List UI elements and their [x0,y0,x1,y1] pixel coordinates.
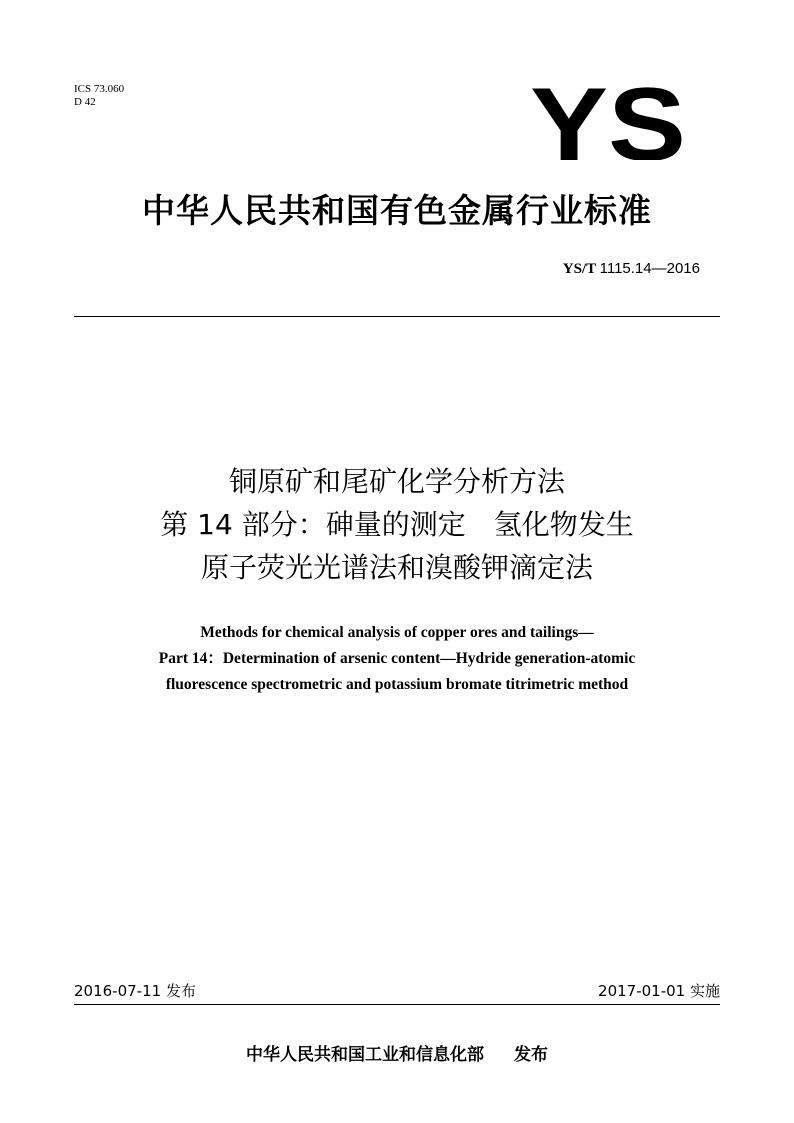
chinese-title-line: 铜原矿和尾矿化学分析方法 [228,465,565,498]
ccs-code: D 42 [74,96,96,108]
standard-code: 1115.14—2016 [599,260,700,277]
publisher-name: 中华人民共和国工业和信息化部 [246,1045,484,1065]
english-title [0,620,794,698]
issue-date: 2016-07-11 发布 [74,982,196,1000]
chinese-title-line: 第 14 部分：砷量的测定 氢化物发生 [160,508,634,541]
publisher [0,1040,794,1065]
industry-standard-title: 中华人民共和国有色金属行业标准 [142,191,652,230]
publish-action: 发布 [514,1045,548,1065]
top-divider [74,316,720,317]
chinese-title [0,460,794,589]
svg-text:YS: YS [530,82,686,160]
english-title-line: Part 14：Determination of arsenic content—Hydride generation-atomic [158,650,636,667]
english-title-line: Methods for chemical analysis of copper ores and tailings— [200,624,594,641]
classification-codes [74,83,124,109]
standard-number [563,260,700,278]
ics-code: ICS 73.060 [74,83,125,95]
english-title-line: fluorescence spectrometric and potassium bromate titrimetric method [165,676,629,693]
ys-logo [528,82,688,160]
effective-date: 2017-01-01 实施 [598,982,720,1000]
chinese-title-line: 原子荧光光谱法和溴酸钾滴定法 [200,551,593,584]
bottom-divider [74,1004,720,1005]
standard-prefix: YS/T [562,261,596,277]
